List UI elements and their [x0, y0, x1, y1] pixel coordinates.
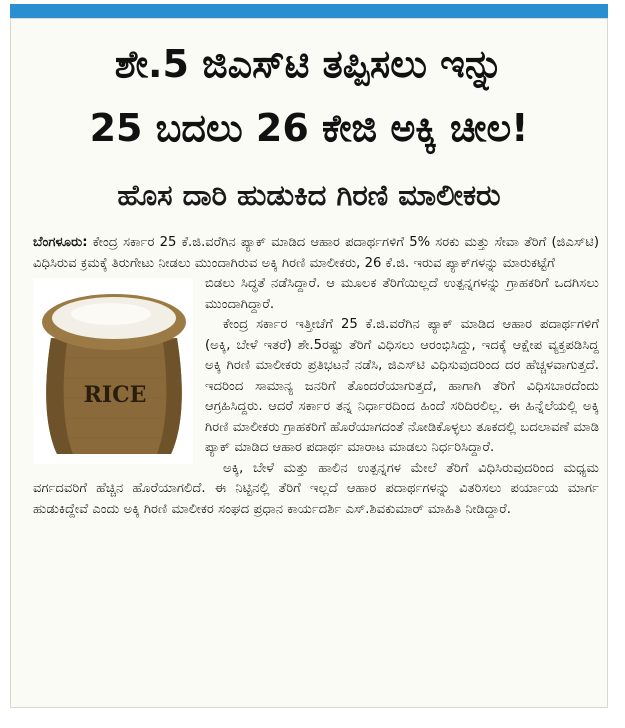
paragraph-1-text: ಕೇಂದ್ರ ಸರ್ಕಾರ 25 ಕೆ.ಜಿ.ವರೆಗಿನ ಪ್ಯಾಕ್ ಮಾಡಿದ ಆಹಾರ ಪದಾರ್ಥಗಳಿಗೆ 5% ಸರಕು ಮತ್ತು ಸೇವಾ ತೆರಿಗೆ (ಜಿಎಸ್‌ಟಿ) ವಿಧಿಸಿರುವ ಕ್ರಮಕ್ಕೆ ತಿರುಗೇಟು ನೀಡಲು ಮುಂದಾಗಿರುವ ಅಕ್ಕಿ ಗಿರಣಿ ಮಾಲೀಕರು, 26 ಕೆ.ಜಿ. ಇರುವ ಪ್ಯಾಕ್‌ಗಳನ್ನು ಮಾರುಕಟ್ಟೆಗೆ: [33, 235, 599, 271]
header-accent-bar: [10, 4, 608, 19]
article-body: [33, 233, 599, 520]
paragraph-2: ಕೇಂದ್ರ ಸರ್ಕಾರ ಇತ್ತೀಚೆಗೆ 25 ಕೆ.ಜಿ.ವರೆಗಿನ ಪ್ಯಾಕ್ ಮಾಡಿದ ಆಹಾರ ಪದಾರ್ಥಗಳಿಗೆ (ಅಕ್ಕಿ, ಬೇಳೆ ಇತರೆ) ಶೇ.5ರಷ್ಟು ತೆರಿಗೆ ವಿಧಿಸಲು ಆರಂಭಿಸಿದ್ದು, ಇದಕ್ಕೆ ಆಕ್ಷೇಪ ವ್ಯಕ್ತಪಡಿಸಿದ್ದ ಅಕ್ಕಿ ಗಿರಣಿ ಮಾಲೀಕರು ಪ್ರತಿಭಟನೆ ನಡೆಸಿ, ಜಿಎಸ್‌ಟಿ ವಿಧಿಸುವುದರಿಂದ ದರ ಹೆಚ್ಚಳವಾಗುತ್ತದೆ. ಇದರಿಂದ ಸಾಮಾನ್ಯ ಜನರಿಗೆ ತೊಂದರೆಯಾಗುತ್ತದೆ, ಹಾಗಾಗಿ ತೆರಿಗೆ ವಿಧಿಸಬಾರದೆಂದು ಆಗ್ರಹಿಸಿದ್ದರು. ಆದರೆ ಸರ್ಕಾರ ತನ್ನ ನಿರ್ಧಾರದಿಂದ ಹಿಂದೆ ಸರಿದಿರಲಿಲ್ಲ. ಈ ಹಿನ್ನೆಲೆಯಲ್ಲಿ ಅಕ್ಕಿ ಗಿರಣಿ ಮಾಲೀಕರು ಗ್ರಾಹಕರಿಗೆ ಹೊರೆಯಾಗದಂತೆ ನೋಡಿಕೊಳ್ಳಲು ತೂಕದಲ್ಲಿ ಬದಲಾವಣೆ ಮಾಡಿ ಪ್ಯಾಕ್ ಮಾಡಿದ ಆಹಾರ ಪದಾರ್ಥ ಮಾರಾಟ ಮಾಡಲು ನಿರ್ಧರಿಸಿದ್ದಾರೆ.: [205, 317, 599, 455]
headline-line-2: 25 ಬದಲು 26 ಕೇಜಿ ಅಕ್ಕಿ ಚೀಲ!: [89, 106, 529, 150]
headline-line-1: ಶೇ.5 ಜಿಎಸ್‌ಟಿ ತಪ್ಪಿಸಲು ಇನ್ನು: [114, 42, 504, 86]
rice-highlight: [71, 303, 151, 325]
dateline: ಬೆಂಗಳೂರು:: [33, 235, 88, 250]
rice-sack-photo: [33, 278, 193, 464]
paragraph-3: ಅಕ್ಕಿ, ಬೇಳೆ ಮತ್ತು ಹಾಲಿನ ಉತ್ಪನ್ನಗಳ ಮೇಲೆ ತೆರಿಗೆ ವಿಧಿಸಿರುವುದರಿಂದ ಮಧ್ಯಮ ವರ್ಗದವರಿಗೆ ಹೆಚ್ಚಿನ ಹೊರೆಯಾಗಲಿದೆ. ಈ ನಿಟ್ಟಿನಲ್ಲಿ ತೆರಿಗೆ ಇಲ್ಲದೆ ಆಹಾರ ಪದಾರ್ಥಗಳನ್ನು ವಿತರಿಸಲು ಪರ್ಯಾಯ ಮಾರ್ಗ ಹುಡುಕಿದ್ದೇವೆ ಎಂದು ಅಕ್ಕಿ ಗಿರಣಿ ಮಾಲೀಕರ ಸಂಘದ ಪ್ರಧಾನ ಕಾರ್ಯದರ್ಶಿ ಎಸ್.ಶಿವಕುಮಾರ್ ಮಾಹಿತಿ ನೀಡಿದ್ದಾರೆ.: [33, 460, 599, 517]
paragraph-1-rest: ಬಿಡಲು ಸಿದ್ಧತೆ ನಡೆಸಿದ್ದಾರೆ. ಆ ಮೂಲಕ ತೆರಿಗೆಯಿಲ್ಲದೆ ಉತ್ಪನ್ನಗಳನ್ನು ಗ್ರಾಹಕರಿಗೆ ಒದಗಿಸಲು ಮುಂದಾಗಿದ್ದಾರೆ.: [205, 276, 599, 312]
rice-sack-illustration: [33, 278, 193, 464]
subheadline: ಹೊಸ ದಾರಿ ಹುಡುಕಿದ ಗಿರಣಿ ಮಾಲೀಕರು: [117, 178, 501, 212]
paragraph-1-top: [33, 233, 599, 274]
sack-label: RICE: [83, 382, 147, 408]
article-card: [10, 18, 608, 708]
